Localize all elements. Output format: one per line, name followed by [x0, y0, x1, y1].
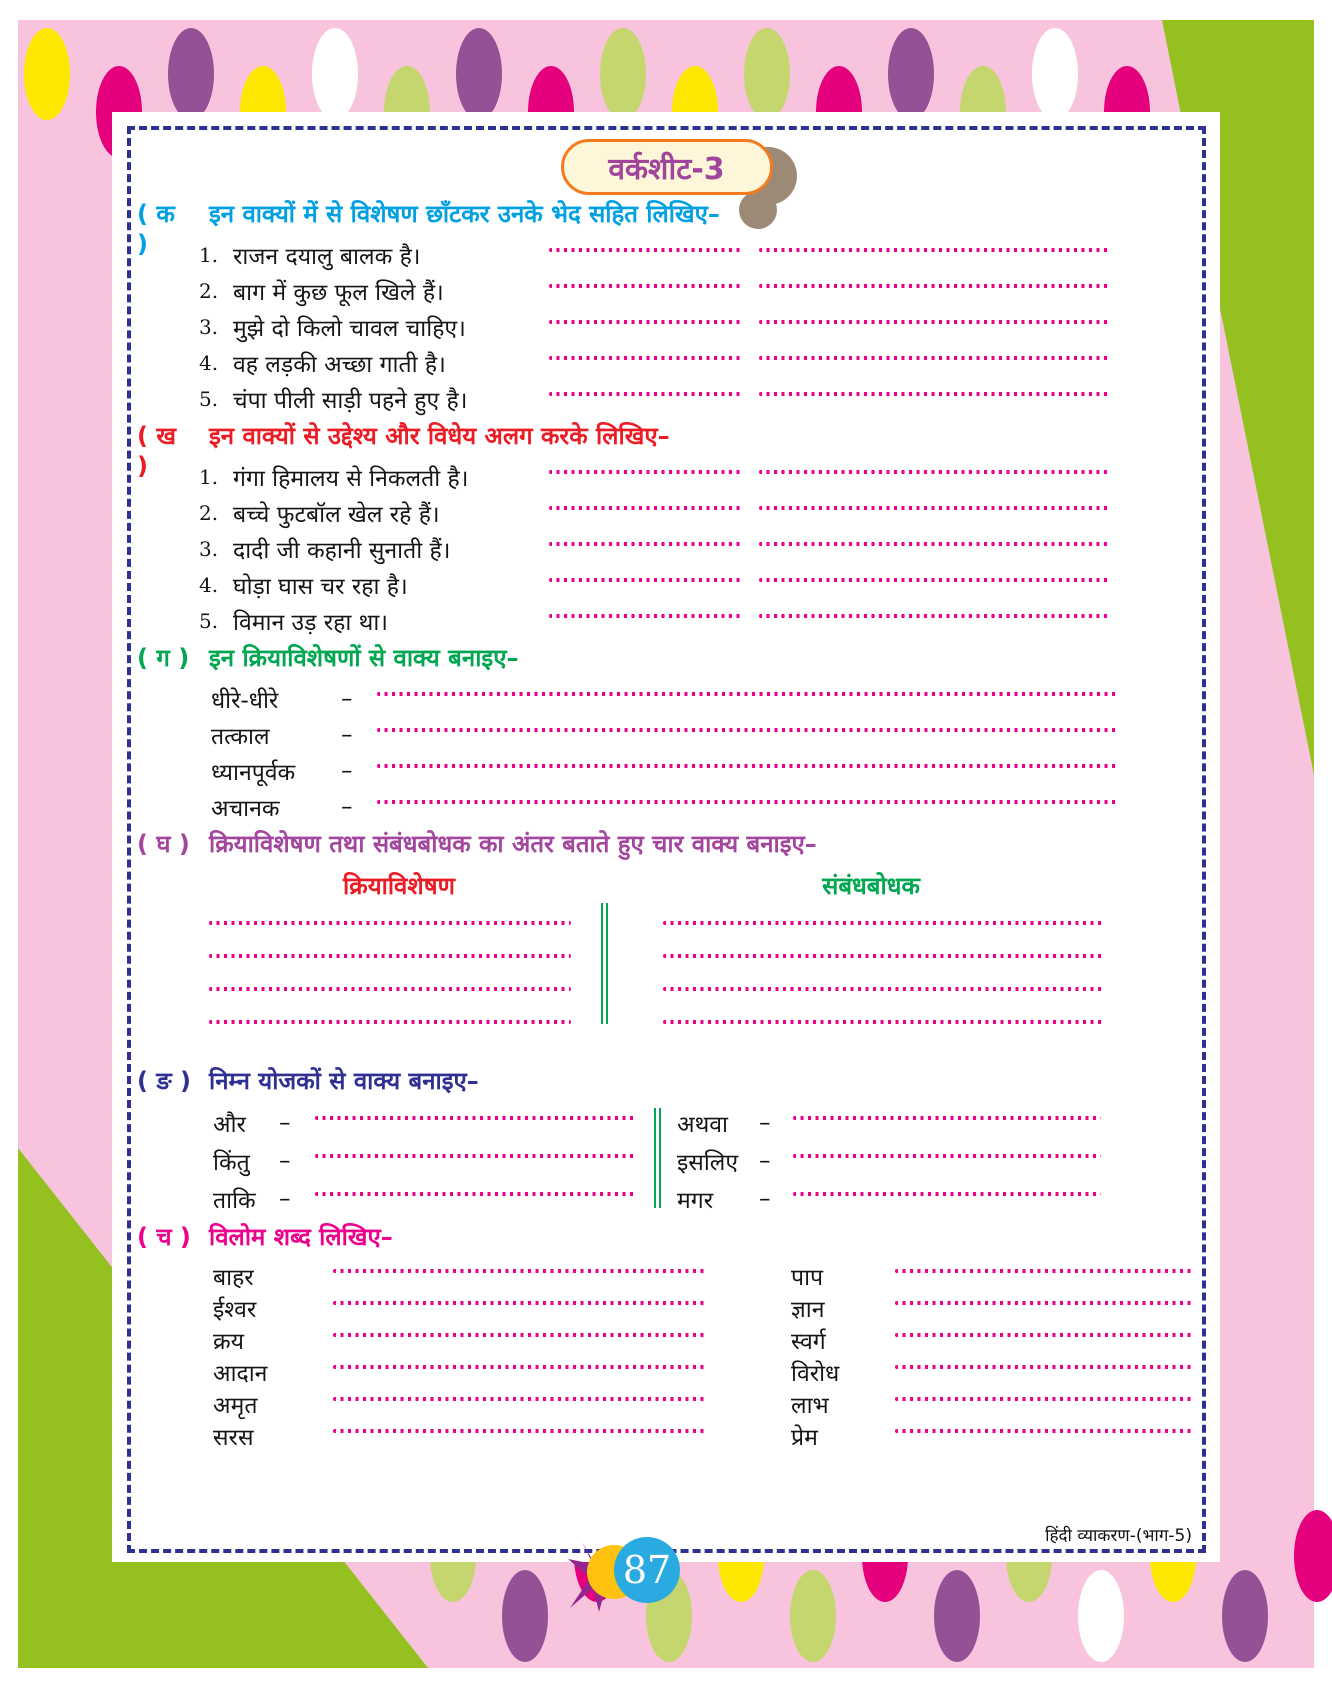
question-number: 5. — [199, 387, 219, 411]
answer-line — [895, 1269, 1195, 1273]
section-nga — [131, 1064, 1202, 1218]
answer-line — [333, 1397, 705, 1401]
section-label: ( ख ) — [137, 422, 176, 480]
adverb-word: अचानक — [211, 796, 280, 822]
connector-word: अथवा — [677, 1112, 729, 1138]
question-text: बाग में कुछ फूल खिले हैं। — [233, 280, 444, 306]
question-row — [131, 345, 1202, 381]
answer-line — [209, 987, 571, 991]
antonym-word: स्वर्ग — [791, 1329, 826, 1355]
dash: – — [279, 1110, 291, 1136]
column-divider — [654, 1108, 661, 1208]
section-gha-header — [131, 827, 1202, 867]
answer-line — [549, 392, 741, 396]
antonym-row — [131, 1420, 1202, 1452]
question-number: 5. — [199, 609, 219, 633]
question-text: बच्चे फुटबॉल खेल रहे हैं। — [233, 502, 440, 528]
antonym-word: सरस — [213, 1425, 254, 1451]
answer-line — [759, 392, 1109, 396]
dashed-border-frame — [127, 126, 1206, 1553]
antonym-word: आदान — [213, 1361, 268, 1387]
page-number: 87 — [622, 1548, 672, 1592]
section-ga — [131, 641, 1202, 825]
answer-line — [895, 1397, 1195, 1401]
column-divider — [601, 903, 608, 1024]
connector-word: ताकि — [213, 1188, 256, 1214]
question-text: मुझे दो किलो चावल चाहिए। — [233, 316, 466, 342]
answer-line — [759, 320, 1109, 324]
answer-line — [759, 470, 1109, 474]
question-text: दादी जी कहानी सुनाती हैं। — [233, 538, 451, 564]
title-pill — [561, 139, 773, 195]
adverb-row — [131, 753, 1202, 789]
answer-line — [793, 1154, 1101, 1158]
question-text: चंपा पीली साड़ी पहने हुए है। — [233, 388, 468, 414]
book-footer: हिंदी व्याकरण-(भाग-5) — [1045, 1526, 1192, 1546]
question-row — [131, 567, 1202, 603]
question-number: 3. — [199, 537, 219, 561]
dash: – — [341, 794, 353, 820]
section-nga-header — [131, 1064, 1202, 1104]
answer-line — [759, 542, 1109, 546]
answer-line — [209, 954, 571, 958]
section-kha — [131, 419, 1202, 639]
answer-line — [549, 248, 741, 252]
kriyavisheshan-column — [209, 903, 589, 1024]
adverb-row — [131, 681, 1202, 717]
sambandhbodhak-column — [663, 903, 1103, 1024]
section-label: ( घ ) — [137, 830, 190, 858]
answer-line — [315, 1116, 637, 1120]
answer-line — [333, 1301, 705, 1305]
answer-line — [209, 921, 571, 925]
dash: – — [759, 1110, 771, 1136]
section-heading: निम्न योजकों से वाक्य बनाइए– — [209, 1067, 479, 1095]
antonym-word: लाभ — [791, 1393, 829, 1419]
question-number: 4. — [199, 351, 219, 375]
antonym-row — [131, 1388, 1202, 1420]
question-row — [131, 603, 1202, 639]
question-text: वह लड़की अच्छा गाती है। — [233, 352, 446, 378]
answer-line — [377, 764, 1117, 768]
answer-line — [549, 284, 741, 288]
section-heading: क्रियाविशेषण तथा संबंधबोधक का अंतर बताते हुए चार वाक्य बनाइए– — [209, 830, 817, 858]
adverb-word: धीरे-धीरे — [211, 688, 279, 714]
section-heading: इन वाक्यों से उद्देश्य और विधेय अलग करके लिखिए– — [209, 422, 670, 450]
section-heading: विलोम शब्द लिखिए– — [209, 1223, 393, 1251]
answer-line — [663, 954, 1103, 958]
question-text: घोड़ा घास चर रहा है। — [233, 574, 408, 600]
section-heading: इन क्रियाविशेषणों से वाक्य बनाइए– — [209, 644, 519, 672]
answer-line — [333, 1429, 705, 1433]
answer-line — [549, 506, 741, 510]
answer-line — [549, 320, 741, 324]
dash: – — [279, 1186, 291, 1212]
worksheet-title-box — [561, 139, 773, 195]
answer-line — [377, 800, 1117, 804]
question-number: 2. — [199, 279, 219, 303]
answer-line — [663, 987, 1103, 991]
adverb-word: ध्यानपूर्वक — [211, 760, 296, 786]
section-label: ( ग ) — [137, 644, 190, 672]
adverb-word: तत्काल — [211, 724, 270, 750]
answer-line — [759, 614, 1109, 618]
answer-line — [333, 1269, 705, 1273]
question-text: विमान उड़ रहा था। — [233, 610, 389, 636]
answer-line — [759, 248, 1109, 252]
antonym-row — [131, 1260, 1202, 1292]
antonym-word: पाप — [791, 1265, 824, 1291]
dash: – — [279, 1148, 291, 1174]
connector-rows — [131, 1104, 1202, 1218]
connector-word: मगर — [677, 1188, 714, 1214]
question-number: 2. — [199, 501, 219, 525]
adverb-row — [131, 789, 1202, 825]
worksheet-page — [112, 112, 1220, 1562]
connector-word: और — [213, 1112, 246, 1138]
section-label: ( ङ ) — [137, 1067, 191, 1095]
answer-line — [759, 578, 1109, 582]
answer-line — [663, 1020, 1103, 1024]
question-row — [131, 459, 1202, 495]
antonym-word: प्रेम — [791, 1425, 818, 1451]
question-row — [131, 531, 1202, 567]
question-number: 3. — [199, 315, 219, 339]
section-cha — [131, 1220, 1202, 1452]
comparison-columns — [131, 903, 1202, 1024]
answer-line — [209, 1020, 571, 1024]
question-text: गंगा हिमालय से निकलती है। — [233, 466, 469, 492]
question-row — [131, 273, 1202, 309]
section-ga-header — [131, 641, 1202, 681]
antonym-row — [131, 1292, 1202, 1324]
antonym-word: क्रय — [213, 1329, 245, 1355]
answer-line — [759, 356, 1109, 360]
answer-line — [549, 542, 741, 546]
connector-row — [131, 1104, 1202, 1142]
antonym-word: ज्ञान — [791, 1297, 825, 1323]
antonym-word: विरोध — [791, 1361, 840, 1387]
question-row — [131, 381, 1202, 417]
answer-line — [549, 356, 741, 360]
antonym-row — [131, 1356, 1202, 1388]
answer-line — [895, 1429, 1195, 1433]
section-label: ( क ) — [137, 200, 175, 258]
section-cha-header — [131, 1220, 1202, 1260]
answer-line — [895, 1301, 1195, 1305]
answer-line — [549, 578, 741, 582]
adverb-row — [131, 717, 1202, 753]
answer-line — [377, 728, 1117, 732]
section-ka — [131, 197, 1202, 417]
dash: – — [759, 1148, 771, 1174]
answer-line — [895, 1333, 1195, 1337]
answer-line — [333, 1333, 705, 1337]
section-label: ( च ) — [137, 1223, 191, 1251]
antonym-row — [131, 1324, 1202, 1356]
page-title: वर्कशीट-3 — [608, 151, 725, 187]
answer-line — [549, 614, 741, 618]
answer-line — [663, 921, 1103, 925]
answer-line — [315, 1154, 637, 1158]
dash: – — [341, 722, 353, 748]
answer-line — [549, 470, 741, 474]
question-number: 1. — [199, 465, 219, 489]
answer-line — [377, 692, 1117, 696]
connector-word: इसलिए — [677, 1150, 739, 1176]
answer-line — [759, 284, 1109, 288]
question-number: 1. — [199, 243, 219, 267]
antonym-word: अमृत — [213, 1393, 258, 1419]
dash: – — [341, 758, 353, 784]
question-number: 4. — [199, 573, 219, 597]
dash: – — [341, 686, 353, 712]
answer-line — [759, 506, 1109, 510]
question-row — [131, 309, 1202, 345]
connector-word: किंतु — [213, 1150, 250, 1176]
connector-row — [131, 1142, 1202, 1180]
answer-line — [793, 1192, 1101, 1196]
connector-row — [131, 1180, 1202, 1218]
section-gha — [131, 827, 1202, 1024]
antonym-word: ईश्वर — [213, 1297, 257, 1323]
column-header-kriyavisheshan: क्रियाविशेषण — [343, 871, 455, 900]
question-text: राजन दयालु बालक है। — [233, 244, 421, 270]
comparison-column-headers — [131, 867, 1202, 903]
answer-line — [315, 1192, 637, 1196]
answer-line — [333, 1365, 705, 1369]
answer-line — [895, 1365, 1195, 1369]
question-row — [131, 495, 1202, 531]
answer-line — [793, 1116, 1101, 1120]
antonym-word: बाहर — [213, 1265, 254, 1291]
question-row — [131, 237, 1202, 273]
dash: – — [759, 1186, 771, 1212]
page-number-badge — [548, 1532, 698, 1622]
section-heading: इन वाक्यों में से विशेषण छाँटकर उनके भेद सहित लिखिए– — [209, 200, 720, 228]
column-header-sambandhbodhak: संबंधबोधक — [822, 871, 920, 900]
